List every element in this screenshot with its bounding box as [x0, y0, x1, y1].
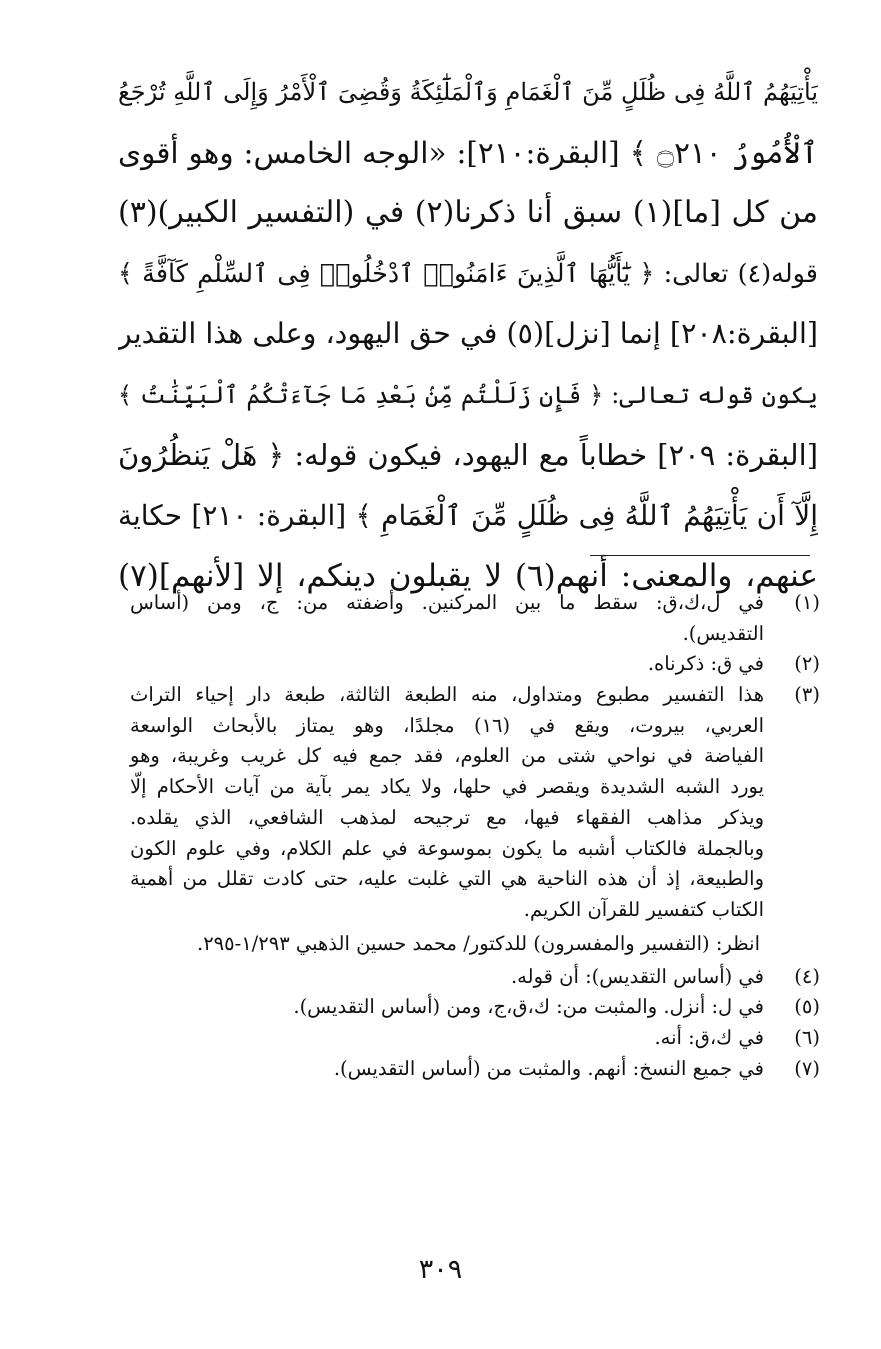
footnote-separator — [590, 555, 810, 556]
text-line: من كل [ما](١) سبق أنا ذكرنا(٢) في (التفسير الكبير)(٣) — [118, 195, 818, 230]
footnote-number: (٢) — [794, 652, 820, 676]
footnote-number: (٥) — [794, 995, 820, 1019]
footnote-line: يورد الشبه الشديدة ويقصر في حلها، ولا يكاد يمر بآية من آيات الأحكام إلّا — [130, 775, 764, 799]
text-line: [البقرة: ٢٠٩] خطاباً مع اليهود، فيكون قوله: ﴿ هَلْ يَنظُرُونَ — [118, 438, 818, 472]
footnote-number: (٧) — [794, 1056, 820, 1080]
footnotes — [130, 588, 820, 1084]
footnote-line: التقديس). — [682, 621, 764, 645]
page-number: ٣٠٩ — [418, 1254, 463, 1285]
footnote-line: في ل،ك،ق: سقط ما بين المركنين. وأضفته من: ج، ومن (أساس — [130, 591, 764, 614]
text-line: قوله(٤) تعالى: ﴿ يَٰٓأَيُّهَا ٱلَّذِينَ ءَامَنُوا۟ ٱدْخُلُوا۟ فِى ٱلسِّلْمِ كَآفَّةً ﴾ — [118, 258, 818, 289]
footnote-line: في ك،ق: أنه. — [654, 1025, 764, 1049]
footnote-line: هذا التفسير مطبوع ومتداول، منه الطبعة الثالثة، طبعة دار إحياء التراث — [130, 683, 764, 707]
footnote-number: (٤) — [794, 964, 820, 988]
footnote-7 — [130, 1054, 820, 1085]
footnote-line: في (أساس التقديس): أن قوله. — [510, 964, 764, 988]
footnote-line: في جميع النسخ: أنهم. والمثبت من (أساس التقديس). — [333, 1056, 764, 1080]
text-line: عنهم، والمعنى: أنهم(٦) لا يقبلون دينكم، إلا [لأنهم](٧) — [118, 558, 818, 594]
footnote-5 — [130, 992, 820, 1023]
footnote-line: ويذكر مذاهب الفقهاء فيها، مع ترجيحه لمذهب الشافعي، الذي يقلده. — [130, 805, 764, 829]
footnote-reference: انظر: (التفسير والمفسرون) للدكتور/ محمد حسين الذهبي ١/٢٩٣-٢٩٥. — [196, 931, 760, 955]
main-text — [118, 62, 818, 607]
footnote-2 — [130, 649, 820, 680]
text-line: ٱلْأُمُورُ ۝٢١٠ ﴾ [البقرة:٢١٠]: «الوجه الخامس: وهو أقوى — [118, 135, 818, 170]
footnote-line: وبالجملة فالكتاب أشبه ما يكون بموسوعة في علم الكلام، وفي علوم الكون — [130, 836, 764, 860]
text-line: [البقرة:٢٠٨] إنما [نزل](٥) في حق اليهود، وعلى هذا التقدير — [118, 317, 818, 350]
footnote-line: والطبيعة، إذ أن هذه الناحية هي التي غلبت عليه، حتى كادت تقلل من أهمية — [130, 867, 764, 891]
text-line: يَأْتِيَهُمُ ٱللَّهُ فِى ظُلَلٍ مِّنَ ٱلْغَمَامِ وَٱلْمَلَٰٓئِكَةُ وَقُضِىَ ٱلْأَمْرُ وَإِلَى ٱللَّهِ تُرْجَعُ — [118, 78, 818, 106]
footnote-line: العربي، بيروت، ويقع في (١٦) مجلدًا، وهو يمتاز بالأبحاث الواسعة — [130, 713, 765, 737]
footnote-line: في ل: أنزل. والمثبت من: ك،ق،ج، ومن (أساس التقديس). — [293, 995, 764, 1019]
footnote-line: في ق: ذكرناه. — [647, 652, 764, 676]
footnote-line: الكتاب كتفسير للقرآن الكريم. — [523, 897, 764, 921]
footnote-number: (٦) — [794, 1025, 820, 1049]
text-line: يكون قوله تعالى: ﴿ فَإِن زَلَلْتُم مِّنۢ بَعْدِ مَا جَآءَتْكُمُ ٱلْبَيِّنَٰتُ ﴾ — [118, 380, 818, 409]
text-line: إِلَّآ أَن يَأْتِيَهُمُ ٱللَّهُ فِى ظُلَلٍ مِّنَ ٱلْغَمَامِ ﴾ [البقرة: ٢١٠] حكاية — [118, 498, 818, 532]
footnote-number: (٣) — [794, 683, 820, 707]
footnote-1 — [130, 588, 820, 649]
footnote-line: الفياضة في نواحي شتى من العلوم، فقد جمع فيه كل غريب وغريبة، وهو — [130, 744, 764, 768]
footnote-3 — [130, 680, 820, 926]
footnote-6 — [130, 1023, 820, 1054]
footnote-number: (١) — [794, 591, 820, 614]
footnote-4 — [130, 962, 820, 993]
